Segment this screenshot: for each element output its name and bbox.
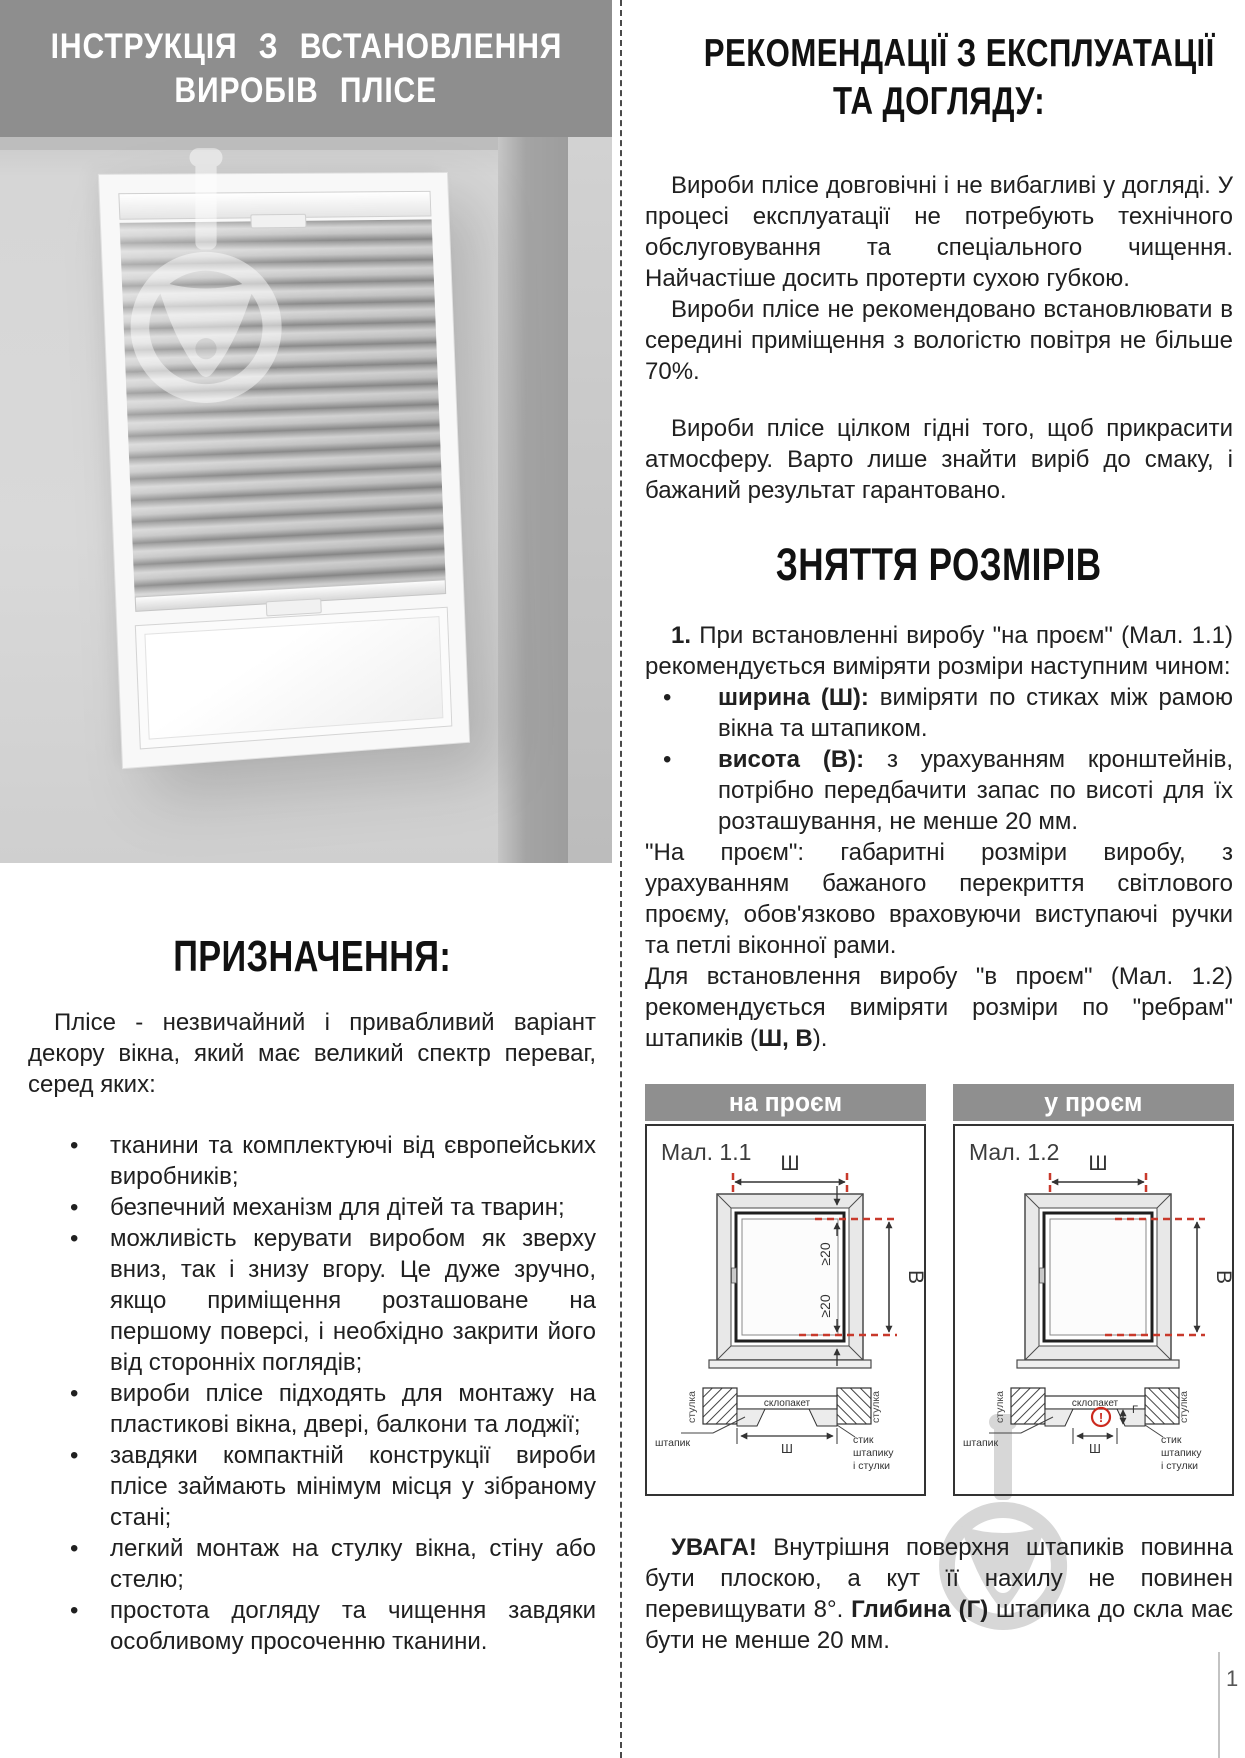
sash-label-left: стулка [686, 1391, 698, 1423]
step-number: 1. [671, 622, 692, 649]
bead-label: штапик [655, 1437, 691, 1449]
care-paragraph-1: Вироби плісе довговічні і не вибагливі у догляді. У процесі експлуатації не потребують технічного обслуговування та спеціального чищення. Найчастіше досить протерти сухою губкою. [645, 172, 1233, 292]
sash-label-right: стулка [870, 1391, 882, 1423]
care-paragraph-3: Вироби плісе цілком гідні того, щоб прикрасити атмосферу. Варто лише знайти виріб до смаку, і бажаний результат гарантовано. [645, 415, 1233, 504]
figure-na-proem [645, 1084, 926, 1496]
figures-row [645, 1084, 1233, 1496]
list-item: • легкий монтаж на стулку вікна, стіну або стелю; [28, 1533, 596, 1595]
purpose-intro: Плісе - незвичайний і привабливий варіант декору вікна, який має великий спектр переваг, серед яких: [28, 1009, 596, 1098]
left-header-line1: ІНСТРУКЦІЯ З ВСТАНОВЛЕННЯ [50, 26, 562, 66]
gap-label-bottom: ≥20 [817, 1294, 833, 1318]
list-item: • завдяки компактній конструкції вироби плісе займають мінімум місця у зібраному стані; [28, 1440, 596, 1533]
figure-2-header: у проєм [953, 1084, 1234, 1121]
sash-label-left: стулка [994, 1391, 1006, 1423]
figure-1-header: на проєм [645, 1084, 926, 1121]
height-dim-label: В [1212, 1269, 1235, 1285]
depth-label: Г [1132, 1404, 1138, 1416]
list-item-height: • висота (В): з урахуванням кронштейнів, потрібно передбачити запас по висоті для їх розташування, не менше 20 мм. [645, 744, 1233, 837]
sash-label-right: стулка [1178, 1391, 1190, 1423]
depth-term: Глибина (Г) [851, 1596, 989, 1623]
list-item: • безпечний механізм для дітей та тварин; [28, 1192, 596, 1223]
purpose-heading: ПРИЗНАЧЕННЯ: [172, 932, 452, 981]
joint-label-2: штапику [1161, 1447, 1202, 1459]
gap-label-top: ≥20 [817, 1242, 833, 1266]
blind-bottom-handle [266, 598, 322, 616]
purpose-section [28, 933, 596, 1657]
width-dim-label: Ш [1088, 1152, 1108, 1175]
figure-2-box [953, 1124, 1234, 1496]
joint-label-3: і стулки [1161, 1460, 1199, 1472]
bead-label: штапик [963, 1437, 999, 1449]
left-header-band [0, 0, 612, 137]
figure-1-box [645, 1124, 926, 1496]
figure-1-diagram [647, 1126, 928, 1494]
list-item: • простота догляду та чищення завдяки особливому просоченню тканини. [28, 1595, 596, 1657]
column-divider [620, 0, 622, 1758]
measuring-step-1: 1. При встановленні виробу "на проєм" (Мал. 1.1) рекомендується виміряти розміри наступним чином: [645, 622, 1233, 680]
list-item: • вироби плісе підходять для монтажу на пластикові вікна, двері, балкони та лоджії; [28, 1378, 596, 1440]
purpose-list [28, 1130, 596, 1657]
list-item: • тканини та комплектуючі від європейських виробників; [28, 1130, 596, 1192]
measuring-heading: ЗНЯТТЯ РОЗМІРІВ [776, 539, 1102, 590]
glass-unit-label: склопакет [763, 1398, 811, 1409]
cross-width-label: Ш [1089, 1441, 1101, 1456]
na-proem-paragraph: "На проєм": габаритні розміри виробу, з урахуванням бажаного перекриття світлового проєму, обов'язково враховуючи виступаючі ручки та петлі віконної рами. [645, 839, 1233, 959]
brand-watermark-icon [88, 141, 324, 448]
v-proem-paragraph: Для встановлення виробу "в проєм" (Мал. 1.2) рекомендується виміряти розміри по "ребрам" штапиків (Ш, В). [645, 963, 1233, 1052]
joint-label-3: і стулки [853, 1460, 891, 1472]
joint-label-1: стик [1161, 1434, 1182, 1446]
care-title: РЕКОМЕНДАЦІЇ З ЕКСПЛУАТАЦІЇ ТА ДОГЛЯДУ: [703, 32, 1215, 123]
care-paragraph-2: Вироби плісе не рекомендовано встановлювати в середині приміщення з вологістю повітря не більше 70%. [645, 296, 1233, 385]
page-number: 1 [1226, 1666, 1239, 1691]
measuring-list [645, 682, 1233, 837]
joint-label-2: штапику [853, 1447, 894, 1459]
figure-1-caption: Мал. 1.1 [661, 1139, 752, 1165]
joint-label-1: стик [853, 1434, 874, 1446]
footer-divider [1218, 1652, 1220, 1758]
warning-exclamation-icon: ! [1098, 1410, 1104, 1425]
list-item: • можливість керувати виробом як зверху вниз, так і знизу вгору. Це дуже зручно, якщо приміщення розташоване на першому поверсі, і необхідно закрити його від сторонніх поглядів; [28, 1223, 596, 1378]
window-glass [136, 608, 451, 749]
warning-paragraph: УВАГА! Внутрішня поверхня штапиків повинна бути плоскою, а кут її нахилу не повинен перевищувати 8°. Глибина (Г) штапика до скла має бути не менше 20 мм. [645, 1534, 1234, 1654]
left-header-line2: ВИРОБІВ ПЛІСЕ [174, 70, 438, 110]
wall-corner [568, 137, 612, 863]
right-column [645, 0, 1233, 1680]
figure-2-diagram [955, 1126, 1236, 1494]
width-dim-label: Ш [780, 1152, 800, 1175]
list-item-width: • ширина (Ш): виміряти по стиках між рамою вікна та штапиком. [645, 682, 1233, 744]
glass-unit-label: склопакет [1071, 1398, 1119, 1409]
figure-u-proem [953, 1084, 1234, 1496]
product-photo [0, 137, 612, 863]
height-dim-label: В [904, 1269, 927, 1285]
cross-width-label: Ш [781, 1441, 793, 1456]
wall-recess-shadow [498, 137, 568, 863]
figure-2-caption: Мал. 1.2 [969, 1139, 1060, 1165]
warning-label: УВАГА! [671, 1534, 757, 1561]
